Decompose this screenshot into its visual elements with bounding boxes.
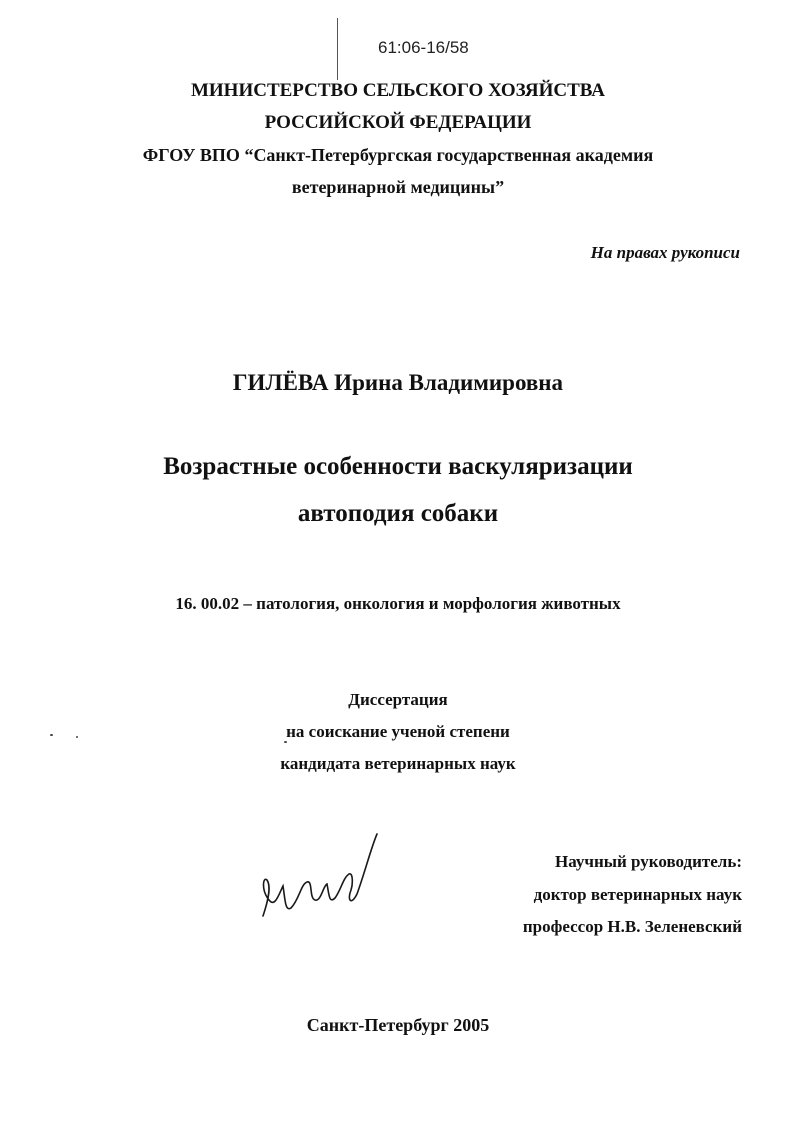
supervisor-degree: доктор ветеринарных наук xyxy=(533,885,742,904)
city-year: Санкт-Петербург 2005 xyxy=(306,1015,490,1035)
degree-name: кандидата ветеринарных наук xyxy=(280,754,516,773)
specialty-code: 16. 00.02 – патология, онкология и морфология животных xyxy=(175,594,621,613)
scan-speck xyxy=(76,736,78,738)
archive-stamp: 61:06-16/58 xyxy=(378,38,469,57)
supervisor-name: профессор Н.В. Зеленевский xyxy=(522,917,742,936)
academy-line: ФГОУ ВПО “Санкт-Петербургская государственная академия xyxy=(142,145,654,165)
federation-line: РОССИЙСКОЙ ФЕДЕРАЦИИ xyxy=(264,112,532,133)
author-name: ГИЛЁВА Ирина Владимировна xyxy=(232,370,564,395)
academy-line-2: ветеринарной медицины” xyxy=(291,177,505,197)
margin-mark xyxy=(337,18,338,80)
manuscript-rights-note: На правах рукописи xyxy=(590,243,740,262)
scan-speck xyxy=(284,741,287,743)
scan-speck xyxy=(50,734,53,736)
thesis-title-line-1: Возрастные особенности васкуляризации xyxy=(163,453,633,480)
supervisor-label: Научный руководитель: xyxy=(555,852,742,871)
thesis-title-line-2: автоподия собаки xyxy=(297,500,499,527)
dissertation-label: Диссертация xyxy=(348,690,448,709)
ministry-line: МИНИСТЕРСТВО СЕЛЬСКОГО ХОЗЯЙСТВА xyxy=(190,80,606,101)
degree-purpose: на соискание ученой степени xyxy=(286,722,510,741)
signature xyxy=(255,828,385,928)
